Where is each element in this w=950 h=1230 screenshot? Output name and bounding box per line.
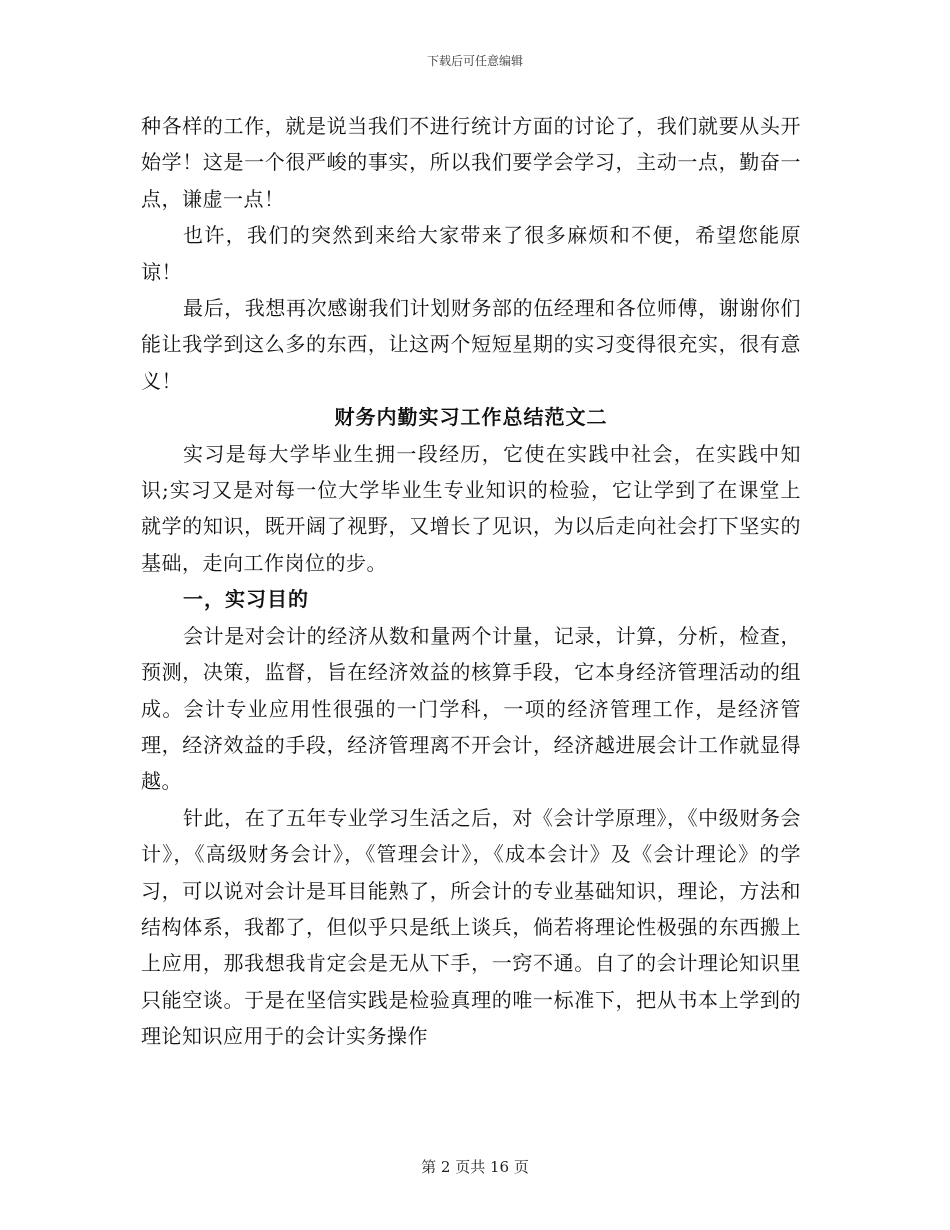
paragraph-accounting-definition: 会计是对会计的经济从数和量两个计量，记录，计算，分析，检查，预测，决策，监督，旨在经济效益的核算手段，它本身经济管理活动的组成。会计专业应用性很强的一门学科，一项的经济管理工作，是经济管理，经济效益的手段，经济管理离不开会计，经济越进展会计工作就显得越。 <box>141 623 801 794</box>
paragraph-intro: 实习是每大学毕业生拥一段经历，它使在实践中社会，在实践中知识;实习又是对每一位大学毕业生专业知识的检验，它让学到了在课堂上就学的知识，既开阔了视野，又增长了见识，为以后走向社会打下坚实的基础，走向工作岗位的步。 <box>141 441 801 575</box>
page-header: 下载后可任意编辑 <box>426 54 523 68</box>
document-body <box>141 108 801 1055</box>
subheading-internship-purpose: 一，实习目的 <box>183 587 309 612</box>
paragraph-study-background: 针此，在了五年专业学习生活之后，对《会计学原理》，《中级财务会计》，《高级财务会计》，《管理会计》，《成本会计》及《会计理论》的学习，可以说对会计是耳目能熟了，所会计的专业基础知识，理论，方法和结构体系，我都了，但似乎只是纸上谈兵，倘若将理论性极强的东西搬上上应用，那我想我肯定会是无从下手，一窍不通。自了的会计理论知识里只能空谈。于是在坚信实践是检验真理的唯一标准下，把从书本上学到的理论知识应用于的会计实务操作 <box>141 805 801 1049</box>
paragraph-continued: 种各样的工作，就是说当我们不进行统计方面的讨论了，我们就要从头开始学！这是一个很严峻的事实，所以我们要学会学习，主动一点，勤奋一点，谦虚一点！ <box>141 114 801 211</box>
page-number: 第 2 页共 16 页 <box>421 1158 529 1176</box>
paragraph-apology: 也许，我们的突然到来给大家带来了很多麻烦和不便，希望您能原谅！ <box>141 223 801 284</box>
paragraph-thanks: 最后，我想再次感谢我们计划财务部的伍经理和各位师傅，谢谢你们能让我学到这么多的东西，让这两个短短星期的实习变得很充实，很有意义！ <box>141 296 801 393</box>
section-title: 财务内勤实习工作总结范文二 <box>334 405 608 430</box>
